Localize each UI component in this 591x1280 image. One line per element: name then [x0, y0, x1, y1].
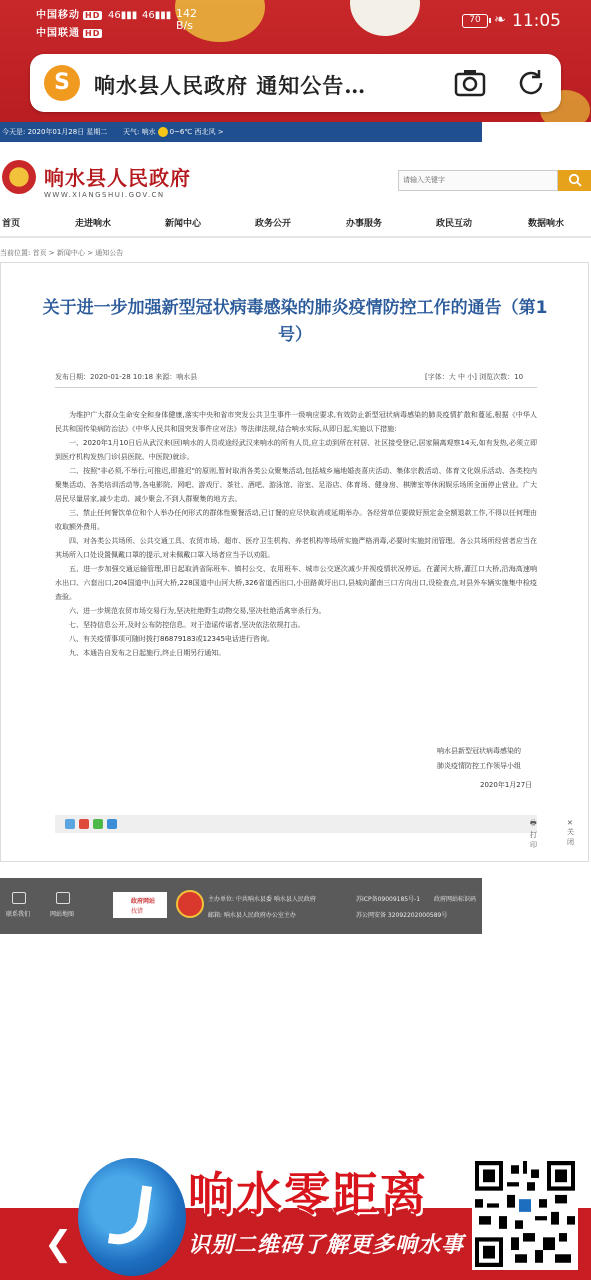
- article-paragraph: 一、2020年1月10日后从武汉来(回)响水的人员或途经武汉来响水的所有人员,应主动到所在村居、社区接受登记,居家隔离观察14天,如有发热,必须立即到医疗机构发热门诊(县医院、中医院)就诊。: [55, 439, 537, 461]
- article-paragraph: 七、坚持信息公开,及时公布防控信息。对于造谣传谣者,坚决依法依规打击。: [69, 621, 305, 629]
- signature-line: 肺炎疫情防控工作领导小组: [437, 762, 521, 770]
- back-arrow-icon[interactable]: ❮: [44, 1224, 73, 1264]
- promo-banner[interactable]: [0, 1150, 591, 1280]
- national-emblem-icon: [2, 160, 36, 194]
- article-paragraph: 九、本通告自发布之日起施行,终止日期另行通知。: [69, 649, 226, 657]
- footer-organizer: 主办单位: 中共响水县委 响水县人民政府: [208, 896, 316, 903]
- article-title: 关于进一步加强新型冠状病毒感染的肺炎疫情防控工作的通告（第1号）: [42, 298, 548, 345]
- article-paragraph: 三、禁止任何餐饮单位和个人举办任何形式的群体性聚餐活动,已订餐的应尽快取消或延期举办。各经营单位要做好预定金全额退款工作,不得以任何理由收取额外费用。: [55, 509, 537, 531]
- carrier-1: 中国移动 HD: [36, 10, 101, 21]
- status-bar: [0, 0, 591, 44]
- sitemap-link[interactable]: 网站地图: [50, 911, 75, 918]
- article-paragraph: 五、进一步加强交通运输管理,即日起取消省际班车、镇村公交、农用班车、城市公交逐次减少并视疫情状况停运。在灌河大桥,灌江口大桥,沿海高速响水出口、六套出口,204国道中山河大桥,228国道中山河大桥,326省道西出口,小田路黄圩出口,县城向灌南三口方向出口,设检查点,对县外车辆实施集中检疫查验。: [55, 565, 537, 601]
- footer-icp[interactable]: 苏ICP备09009185号-1: [356, 896, 421, 903]
- reload-icon[interactable]: [515, 67, 547, 99]
- site-search-input[interactable]: 请输入关键字: [398, 170, 558, 191]
- camera-icon[interactable]: [454, 68, 486, 98]
- footer-gov-code: 政府网站标识码: [434, 896, 477, 903]
- sitemap-icon[interactable]: [56, 892, 70, 904]
- main-nav: [0, 208, 591, 238]
- site-domain: WWW.XIANGSHUI.GOV.CN: [44, 191, 165, 199]
- nav-item-home[interactable]: 首页: [2, 219, 21, 229]
- site-footer: [0, 878, 482, 934]
- article-body: [55, 408, 537, 660]
- qzone-share-icon[interactable]: [65, 819, 75, 829]
- article-paragraph: 为维护广大群众生命安全和身体健康,落实中央和省市突发公共卫生事件一级响应要求,有效防止新型冠状病毒感染的肺炎疫情扩散和蔓延,根据《中华人民共和国传染病防治法》《中华人民共和国突发事件应对法》等法律法规,结合响水实际,从即日起,实施以下措施:: [55, 411, 537, 433]
- weibo-share-icon[interactable]: [79, 819, 89, 829]
- footer-contact: 邮箱: 响水县人民政府办公室主办: [208, 912, 296, 919]
- browser-address-bar[interactable]: [30, 54, 561, 112]
- site-search-button[interactable]: [558, 170, 591, 191]
- sun-icon: [158, 127, 168, 137]
- print-button[interactable]: 🖶 打印: [530, 819, 537, 849]
- breadcrumb[interactable]: 当前位置: 首页 > 新闻中心 > 通知公告: [0, 249, 124, 257]
- banner-subtitle: 识别二维码了解更多响水事: [188, 1233, 465, 1258]
- nav-item-data[interactable]: 数据响水: [528, 219, 565, 229]
- page-title[interactable]: 响水县人民政府 通知公告…: [94, 73, 367, 98]
- party-gov-badge-icon[interactable]: [176, 890, 204, 918]
- search-icon: [568, 173, 582, 187]
- article-meta: 发布日期：2020-01-28 10:18 来源：响水县: [55, 373, 198, 381]
- contact-link[interactable]: 联系我们: [6, 911, 31, 918]
- more-share-icon[interactable]: [107, 819, 117, 829]
- clock: 11:05: [512, 11, 561, 31]
- divider: [55, 387, 537, 388]
- nav-item-services[interactable]: 办事服务: [346, 219, 383, 229]
- signature-line: 响水县新型冠状病毒感染的: [437, 747, 521, 755]
- close-button[interactable]: ✕ 关闭: [567, 819, 574, 846]
- footer-police[interactable]: 苏公网安备 32092202000589号: [356, 912, 448, 919]
- contact-icon[interactable]: [12, 892, 26, 904]
- article-date: 2020年1月27日: [480, 781, 533, 789]
- signal-strength-icon: 46▮▮▮: [108, 10, 138, 21]
- nav-item-interaction[interactable]: 政民互动: [436, 219, 473, 229]
- nav-item-about[interactable]: 走进响水: [75, 219, 112, 229]
- xiangshui-logo-icon: [78, 1158, 186, 1276]
- nav-item-news[interactable]: 新闻中心: [165, 219, 202, 229]
- article-paragraph: 八、有关疫情事项可随时拨打86879183或12345电话进行咨询。: [69, 635, 274, 643]
- article-paragraph: 二、按照"非必须,不举行;可推迟,即推迟"的原则,暂时取消各类公众聚集活动,包括城乡遍地婚丧喜庆活动、集体宗教活动、体育文化娱乐活动、各类校内聚集活动、各类培训活动等,各电影院、网吧、游戏厅、茶社、酒吧、游泳馆、浴室、足浴店、体育场、健身房、棋牌室等休闲娱乐场所全面停止营业。广大居民尽量居家,减少走动、减少聚会,不到人群聚集的地方去。: [55, 467, 537, 503]
- power-saving-icon: ❧: [494, 12, 506, 28]
- article-paragraph: 六、进一步规范农贸市场交易行为,坚决杜绝野生动物交易,坚决杜绝活禽宰杀行为。: [69, 607, 326, 615]
- battery-indicator: 70: [462, 14, 488, 28]
- browser-logo-icon[interactable]: S: [44, 65, 80, 101]
- nav-item-gov-affairs[interactable]: 政务公开: [255, 219, 292, 229]
- signal-strength-icon: 46▮▮▮: [142, 10, 172, 21]
- share-bar: [55, 815, 574, 849]
- carrier-2: 中国联通 HD: [36, 28, 101, 39]
- wechat-share-icon[interactable]: [93, 819, 103, 829]
- network-speed: 142 B/s: [176, 7, 197, 32]
- article-paragraph: 四、对各类公共场所、公共交通工具、农贸市场、超市、医疗卫生机构、养老机构等场所实施严格消毒,必要时实施封闭管理。各公共场所经营者应当在其场所入口处设置佩戴口罩的提示,对未佩戴口罩入场者应当予以劝阻。: [55, 537, 537, 559]
- qr-code-icon[interactable]: [472, 1158, 578, 1270]
- font-size-and-views[interactable]: [字体：大 中 小] 浏览次数：10: [425, 373, 524, 381]
- gov-website-error-logo[interactable]: 政府网站 找错: [113, 892, 167, 918]
- banner-title: 响水零距离: [188, 1167, 428, 1221]
- site-info-bar: 今天是: 2020年01月28日 星期二 天气: 响水 0~6℃ 西北风 >: [0, 122, 482, 142]
- article-signature: [437, 744, 521, 774]
- site-name[interactable]: 响水县人民政府: [44, 166, 191, 190]
